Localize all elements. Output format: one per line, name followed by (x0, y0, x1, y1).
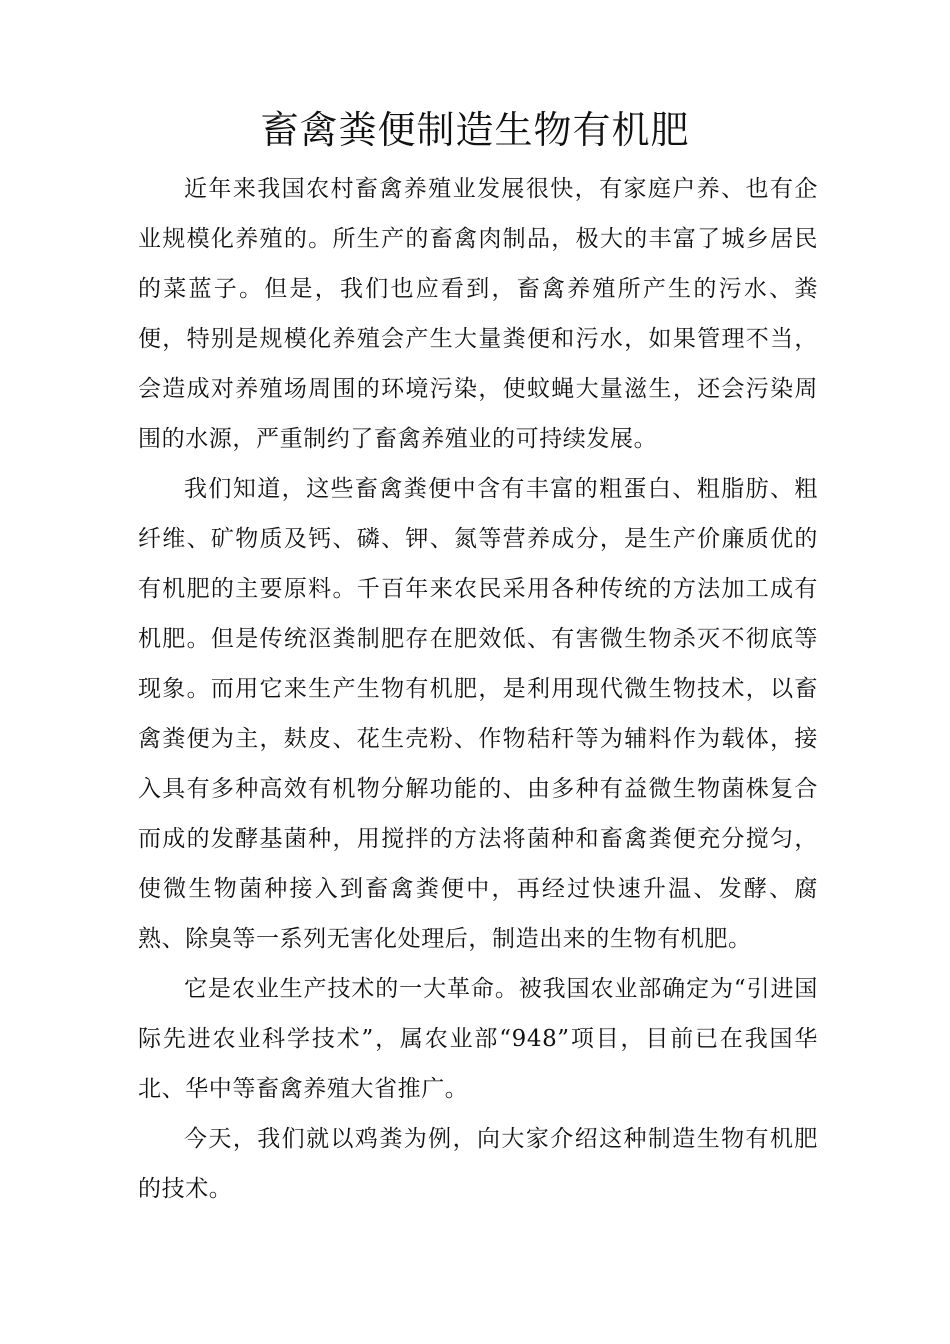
paragraph-2: 我们知道，这些畜禽粪便中含有丰富的粗蛋白、粗脂肪、粗纤维、矿物质及钙、磷、钾、氮等营养成分，是生产价廉质优的有机肥的主要原料。千百年来农民采用各种传统的方法加工成有机肥。但是传统沤粪制肥存在肥效低、有害微生物杀灭不彻底等现象。而用它来生产生物有机肥，是利用现代微生物技术，以畜禽粪便为主，麸皮、花生壳粉、作物秸秆等为辅料作为载体，接入具有多种高效有机物分解功能的、由多种有益微生物菌株复合而成的发酵基菌种，用搅拌的方法将菌种和畜禽粪便充分搅匀，使微生物菌种接入到畜禽粪便中，再经过快速升温、发酵、腐熟、除臭等一系列无害化处理后，制造出来的生物有机肥。 (138, 476, 818, 952)
document-title: 畜禽粪便制造生物有机肥 (260, 108, 690, 152)
paragraph-1: 近年来我国农村畜禽养殖业发展很快，有家庭户养、也有企业规模化养殖的。所生产的畜禽肉制品，极大的丰富了城乡居民的菜蓝子。但是，我们也应看到，畜禽养殖所产生的污水、粪便，特别是规模化养殖会产生大量粪便和污水，如果管理不当，会造成对养殖场周围的环境污染，使蚊蝇大量滋生，还会污染周围的水源，严重制约了畜禽养殖业的可持续发展。 (138, 176, 818, 452)
paragraph-3: 它是农业生产技术的一大革命。被我国农业部确定为“引进国际先进农业科学技术”，属农业部“948”项目，目前已在我国华北、华中等畜禽养殖大省推广。 (138, 976, 818, 1102)
paragraph-4: 今天，我们就以鸡粪为例，向大家介绍这种制造生物有机肥的技术。 (138, 1126, 818, 1202)
document-body (138, 164, 818, 1214)
